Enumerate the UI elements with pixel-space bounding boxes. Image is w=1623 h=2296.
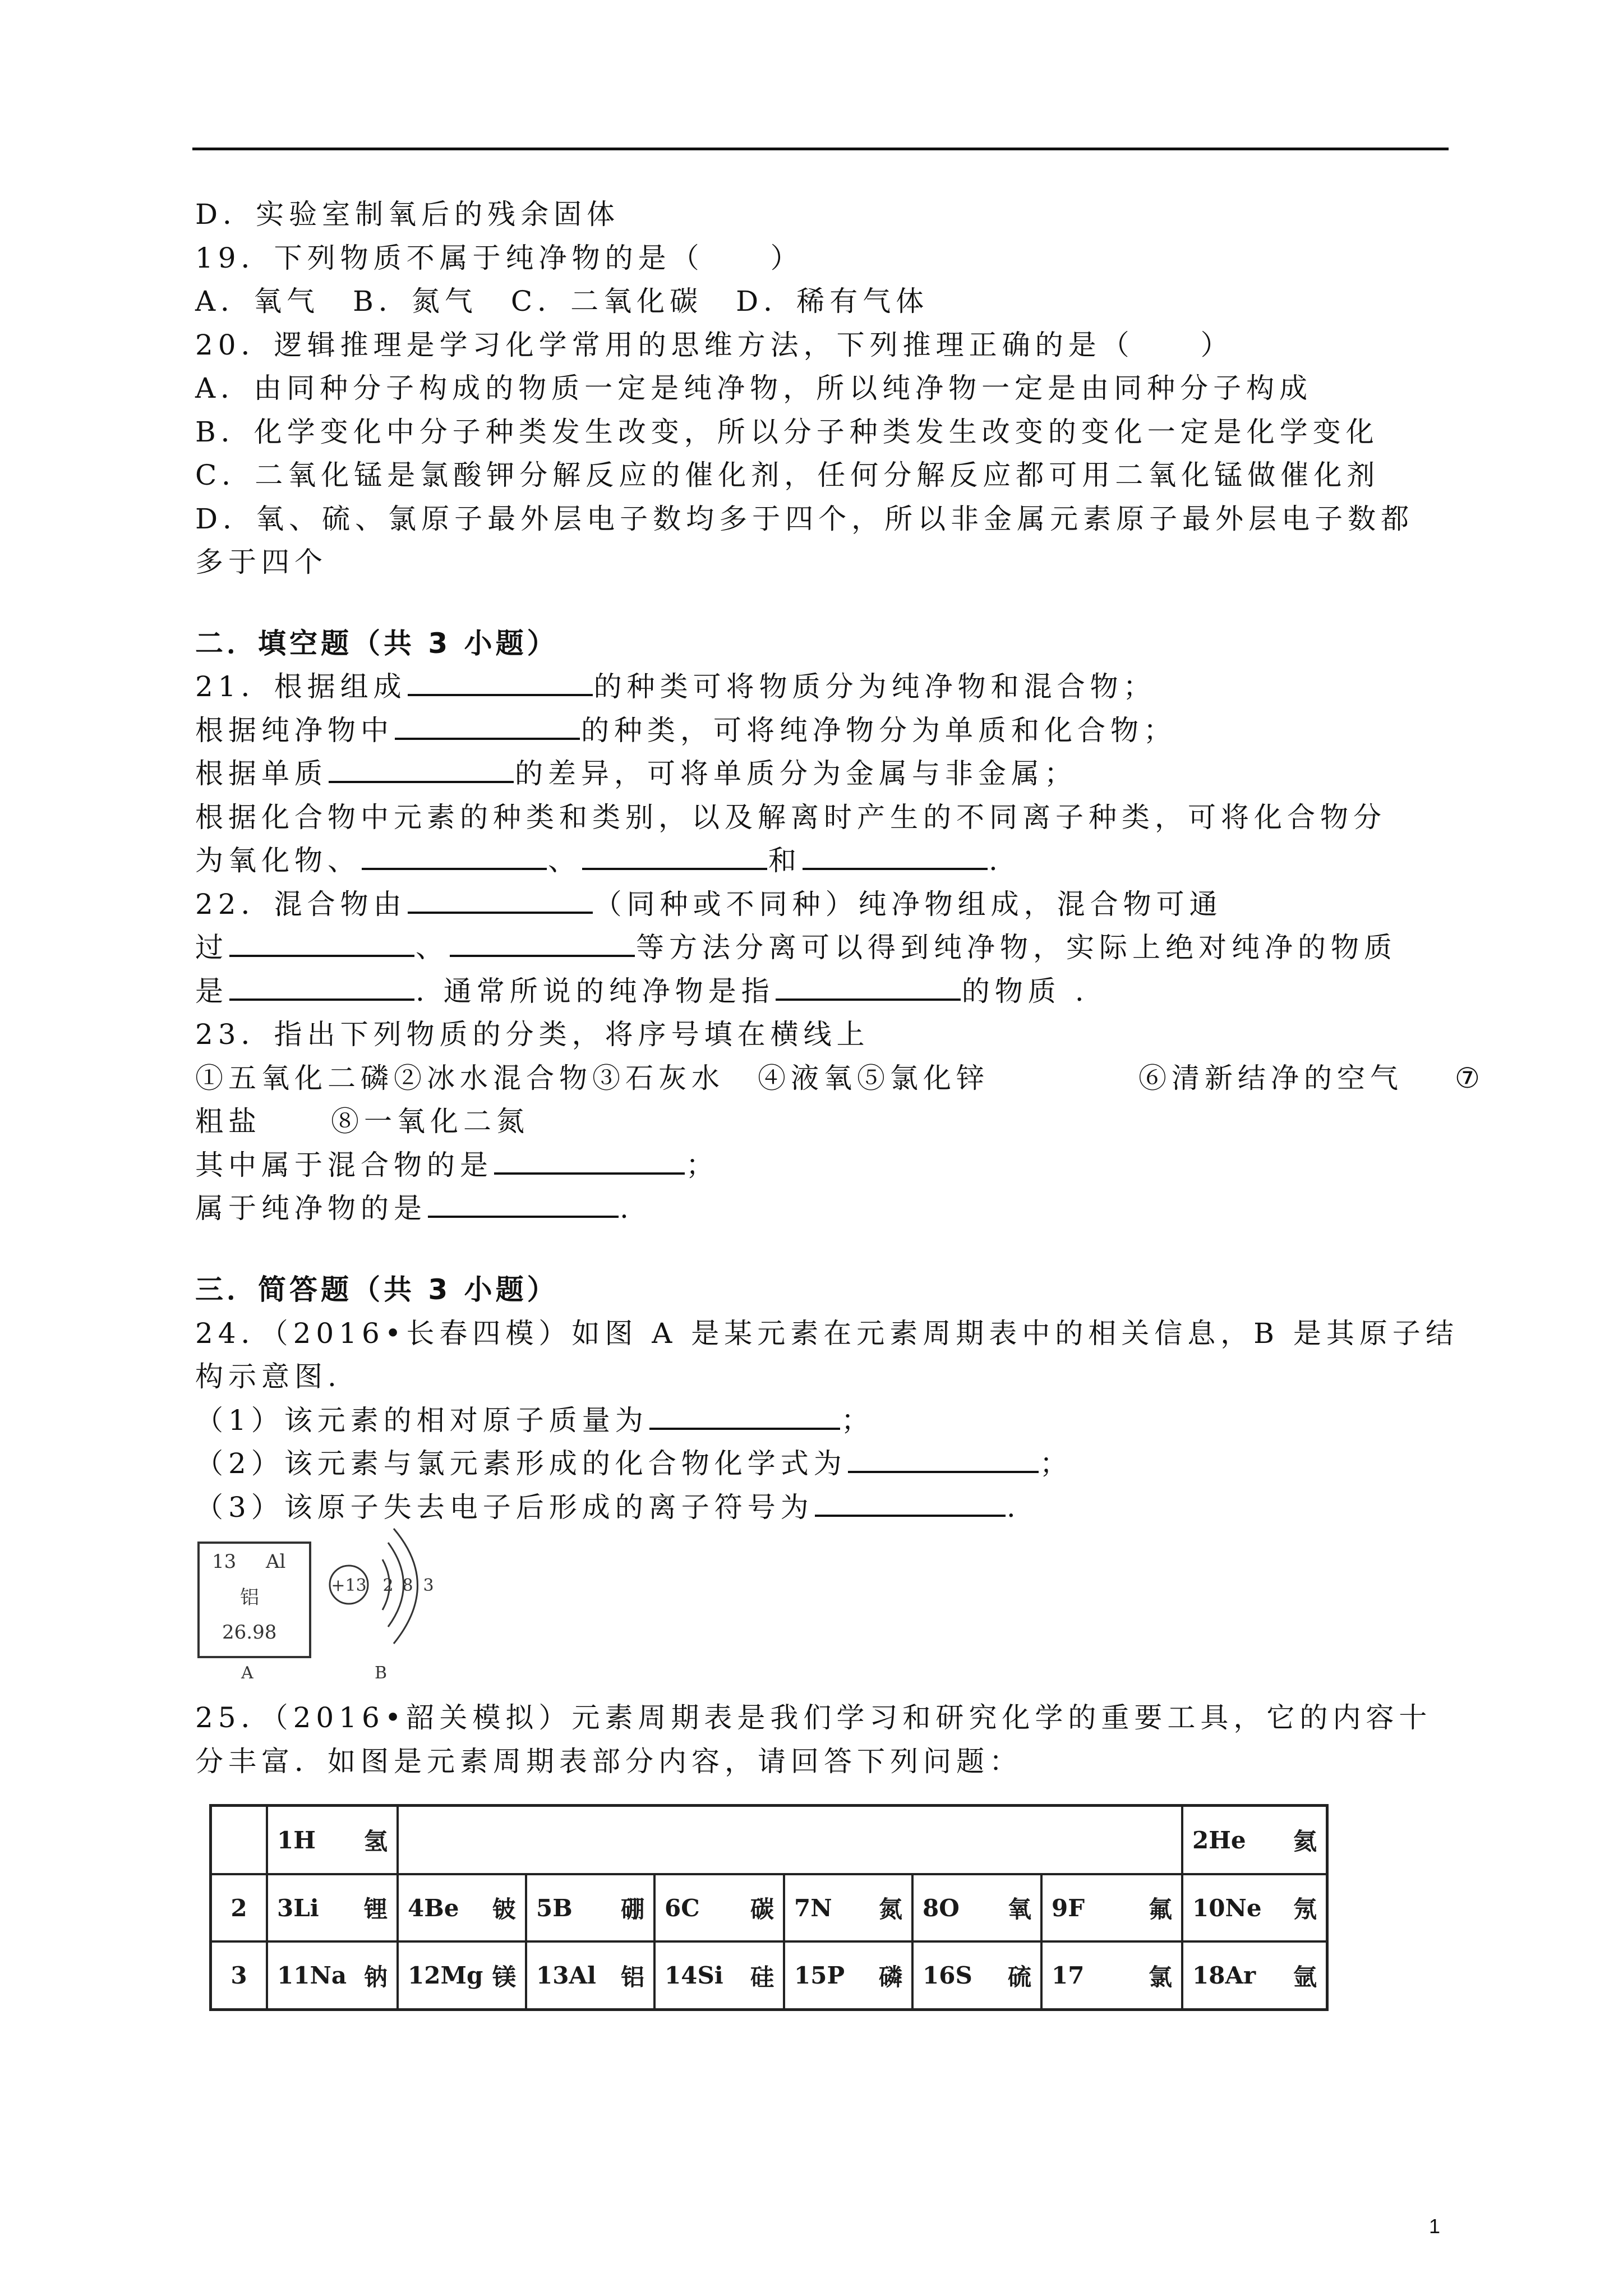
text: 21．根据组成: [195, 670, 407, 703]
element-symbol: 2He: [1192, 1826, 1246, 1854]
element-cell: [268, 1943, 399, 2008]
answer-blank[interactable]: [408, 889, 593, 914]
atomic-mass: 26.98: [222, 1621, 277, 1644]
text: （同种或不同种）纯净物组成，混合物可通: [593, 888, 1223, 921]
question-23-item-6: ⑥清新结净的空气: [1138, 1062, 1403, 1094]
element-symbol: 11Na: [277, 1962, 347, 1989]
element-name: 铝: [620, 1963, 644, 1991]
question-21-line5: [195, 843, 1003, 878]
element-symbol: 15P: [794, 1962, 845, 1989]
option-d-q18: D．实验室制氧后的残余固体: [195, 198, 620, 231]
answer-blank[interactable]: [408, 671, 593, 696]
element-name: 氩: [1293, 1963, 1317, 1991]
text: 是: [195, 975, 228, 1007]
text: 过: [195, 931, 228, 964]
header-rule: [192, 148, 1449, 150]
element-symbol: 7N: [794, 1894, 832, 1922]
question-24-part1: [195, 1402, 874, 1438]
element-name: 铍: [492, 1895, 516, 1923]
text: 的种类，可将纯净物分为单质和化合物；: [581, 714, 1177, 747]
element-cell: [785, 1875, 914, 1943]
atomic-structure-diagram: [321, 1526, 467, 1655]
question-20-option-b: B．化学变化中分子种类发生改变，所以分子种类发生改变的变化一定是化学变化: [195, 416, 1379, 448]
text: .: [620, 1192, 634, 1225]
question-21-line4: 根据化合物中元素的种类和类别，以及解离时产生的不同离子种类，可将化合物分: [195, 801, 1386, 834]
element-name: 硫: [1007, 1963, 1031, 1991]
element-symbol: 8O: [923, 1894, 960, 1922]
question-22-line2: [195, 930, 1397, 965]
element-name: 磷: [878, 1963, 902, 1991]
element-cell-he: [1183, 1807, 1326, 1875]
element-cell: [656, 1943, 785, 2008]
question-20-option-a: A．由同种分子构成的物质一定是纯净物，所以纯净物一定是由同种分子构成: [195, 372, 1313, 404]
element-symbol: 6C: [665, 1894, 700, 1922]
element-cell: [1043, 1875, 1183, 1943]
question-25: 25．（2016•韶关模拟）元素周期表是我们学习和研究化学的重要工具，它的内容十: [195, 1701, 1432, 1734]
element-name: 氯: [1148, 1963, 1172, 1991]
question-25-cont: 分丰富．如图是元素周期表部分内容，请回答下列问题：: [195, 1745, 1022, 1778]
element-cell: [914, 1875, 1043, 1943]
figure-b-label: B: [375, 1663, 388, 1683]
question-19: 19．下列物质不属于纯净物的是（ ）: [195, 242, 804, 274]
shell-3-electrons: 3: [423, 1576, 434, 1595]
text: 的种类可将物质分为纯净物和混合物；: [593, 670, 1156, 703]
question-21-line3: [195, 756, 1077, 792]
question-24-part2: [195, 1446, 1073, 1481]
empty-span: [399, 1807, 1183, 1875]
periodic-table: [209, 1804, 1329, 2011]
answer-blank[interactable]: [815, 1492, 1006, 1517]
question-21-line1: [195, 669, 1156, 705]
element-cell: [1043, 1943, 1183, 2008]
question-22-line1: [195, 886, 1223, 922]
element-name: 氢: [363, 1828, 388, 1855]
question-20-option-d: D．氧、硫、氯原子最外层电子数均多于四个，所以非金属元素原子最外层电子数都: [195, 503, 1414, 535]
element-symbol: 1H: [277, 1826, 316, 1854]
element-name: 碳: [750, 1895, 774, 1923]
text: ；: [1039, 1447, 1073, 1480]
answer-blank[interactable]: [362, 845, 547, 870]
element-symbol: 12Mg: [408, 1962, 483, 1989]
question-23-mixture: [195, 1147, 719, 1183]
answer-blank[interactable]: [229, 976, 414, 1001]
element-symbol: 18Ar: [1192, 1962, 1256, 1989]
element-cell: [527, 1943, 656, 2008]
text: （3）该原子失去电子后形成的离子符号为: [195, 1491, 814, 1524]
element-name: 氖: [1293, 1895, 1317, 1923]
question-23-items-2: 粗盐: [195, 1105, 261, 1138]
section-2-heading: 二．填空题（共 3 小题）: [195, 627, 559, 660]
question-24-cont: 构示意图.: [195, 1360, 342, 1393]
element-symbol: 14Si: [665, 1962, 723, 1989]
text: 22．混合物由: [195, 888, 407, 921]
text: ；: [686, 1149, 719, 1181]
text: 为氧化物、: [195, 844, 361, 877]
element-name: 氟: [1148, 1895, 1172, 1923]
element-symbol: 16S: [923, 1962, 972, 1989]
element-cell: [268, 1875, 399, 1943]
element-name: 硅: [750, 1963, 774, 1991]
element-name: 氦: [1293, 1828, 1317, 1855]
text: 等方法分离可以得到纯净物，实际上绝对纯净的物质: [636, 931, 1397, 964]
element-name: 氮: [878, 1895, 902, 1923]
text: 属于纯净物的是: [195, 1192, 427, 1225]
text: .: [1006, 1491, 1021, 1524]
question-23-pure: [195, 1190, 634, 1226]
question-24-part3: [195, 1489, 1021, 1525]
text: ；: [841, 1404, 874, 1437]
shell-1-electrons: 2: [382, 1576, 394, 1595]
answer-blank[interactable]: [395, 715, 580, 740]
text: 其中属于混合物的是: [195, 1149, 493, 1181]
element-name: 钠: [363, 1963, 388, 1991]
element-name: 锂: [363, 1895, 388, 1923]
answer-blank[interactable]: [428, 1193, 619, 1218]
question-19-options: A．氧气 B．氮气 C．二氧化碳 D．稀有气体: [195, 285, 929, 318]
text: 根据单质: [195, 757, 328, 790]
answer-blank[interactable]: [848, 1448, 1039, 1473]
question-20-option-d-cont: 多于四个: [195, 546, 328, 578]
answer-blank[interactable]: [649, 1405, 840, 1430]
element-symbol: 9F: [1052, 1894, 1085, 1922]
element-name: 镁: [492, 1963, 516, 1991]
element-symbol: 3Li: [277, 1894, 319, 1922]
element-symbol: 5B: [536, 1894, 573, 1922]
element-name: 氧: [1007, 1895, 1031, 1923]
element-cell: [399, 1943, 527, 2008]
text: 、: [416, 931, 449, 964]
section-3-heading: 三．简答题（共 3 小题）: [195, 1273, 559, 1306]
text: 的物质 .: [961, 975, 1089, 1007]
element-cell: [656, 1875, 785, 1943]
question-23-item-7-marker: ⑦: [1455, 1062, 1485, 1094]
element-cell: [914, 1943, 1043, 2008]
text: （1）该元素的相对原子质量为: [195, 1404, 648, 1437]
element-symbol: 4Be: [408, 1894, 459, 1922]
period-label-3: 3: [212, 1943, 268, 2008]
text: . 通常所说的纯净物是指: [416, 975, 774, 1007]
answer-blank[interactable]: [494, 1150, 685, 1175]
question-22-line3: [195, 973, 1089, 1009]
element-name: 硼: [620, 1895, 644, 1923]
element-symbol: Al: [266, 1550, 286, 1573]
question-21-line2: [195, 712, 1177, 748]
period-label-1: [212, 1807, 268, 1875]
text: 的差异，可将单质分为金属与非金属；: [515, 757, 1077, 790]
question-23-item-8: ⑧一氧化二氮: [331, 1105, 529, 1138]
text: 、: [548, 844, 581, 877]
answer-blank[interactable]: [776, 976, 961, 1001]
element-symbol: 17: [1052, 1962, 1085, 1989]
question-20-option-c: C．二氧化锰是氯酸钾分解反应的催化剂，任何分解反应都可用二氧化锰做催化剂: [195, 459, 1380, 491]
text: .: [989, 844, 1003, 877]
element-symbol: 10Ne: [1192, 1894, 1262, 1922]
question-23-items-1: ①五氧化二磷②冰水混合物③石灰水 ④液氧⑤氯化锌: [195, 1062, 989, 1094]
answer-blank[interactable]: [450, 932, 635, 957]
period-label-2: 2: [212, 1875, 268, 1943]
element-cell: [399, 1875, 527, 1943]
question-23: 23．指出下列物质的分类，将序号填在横线上: [195, 1018, 870, 1051]
shell-2-electrons: 8: [402, 1576, 413, 1595]
answer-blank[interactable]: [803, 845, 988, 870]
atomic-number: 13: [212, 1550, 237, 1573]
answer-blank[interactable]: [229, 932, 414, 957]
element-cell: [1183, 1875, 1326, 1943]
element-cell-h: [268, 1807, 399, 1875]
nucleus-charge: +13: [331, 1576, 367, 1595]
element-cell: [785, 1943, 914, 2008]
element-symbol: 13Al: [536, 1962, 596, 1989]
answer-blank[interactable]: [329, 758, 514, 783]
figure-a-label: A: [241, 1663, 253, 1683]
element-cell: [527, 1875, 656, 1943]
answer-blank[interactable]: [582, 845, 767, 870]
question-24: 24．（2016•长春四模）如图 A 是某元素在元素周期表中的相关信息，B 是其原子结: [195, 1317, 1459, 1350]
question-20: 20．逻辑推理是学习化学常用的思维方法，下列推理正确的是（ ）: [195, 329, 1234, 361]
text: （2）该元素与氯元素形成的化合物化学式为: [195, 1447, 847, 1480]
element-cell: [1183, 1943, 1326, 2008]
element-name: 铝: [240, 1586, 259, 1609]
element-card-aluminum: [197, 1542, 311, 1658]
text: 根据纯净物中: [195, 714, 394, 747]
page-number: 1: [1429, 2215, 1441, 2238]
text: 和: [768, 844, 801, 877]
